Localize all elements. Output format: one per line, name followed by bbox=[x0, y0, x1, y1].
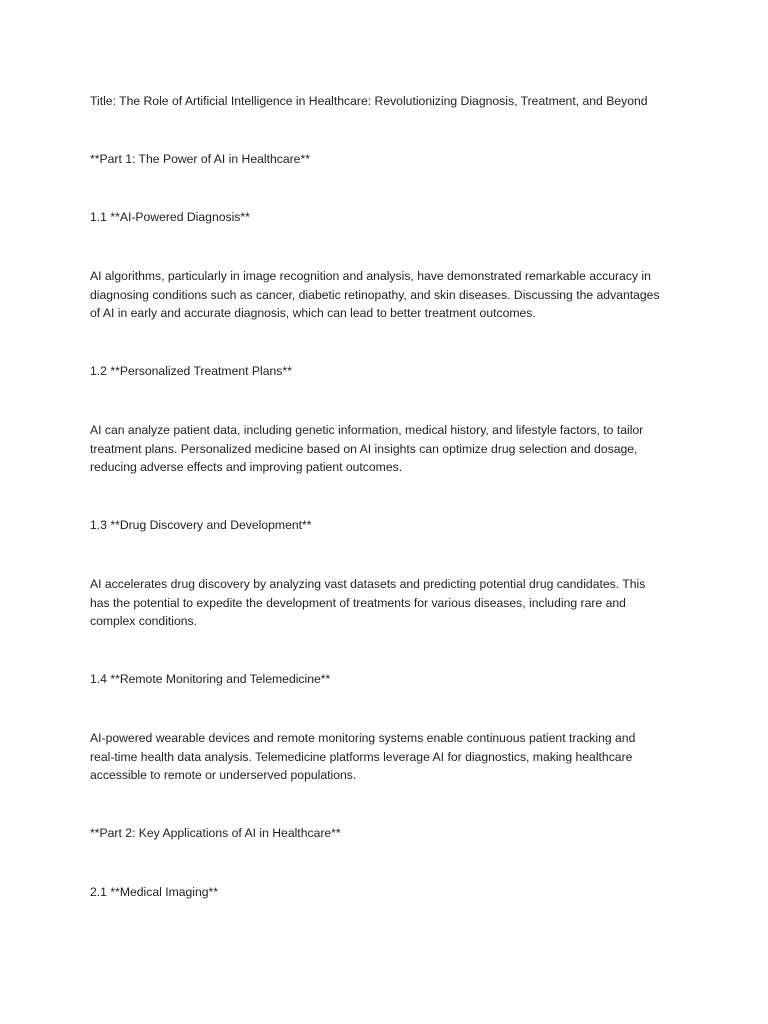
section-1-1-heading: 1.1 **AI-Powered Diagnosis** bbox=[90, 210, 250, 224]
paragraph-line: complex conditions. bbox=[90, 614, 198, 629]
section-1-3-paragraph bbox=[90, 575, 690, 631]
section-1-4-paragraph bbox=[90, 729, 690, 785]
section-1-2-heading: 1.2 **Personalized Treatment Plans** bbox=[90, 364, 292, 378]
paragraph-line: has the potential to expedite the development of treatments for various diseases, including rare and bbox=[90, 595, 626, 610]
paragraph-line: AI accelerates drug discovery by analyzing vast datasets and predicting potential drug candidates. This bbox=[90, 577, 646, 591]
document-title: Title: The Role of Artificial Intelligence in Healthcare: Revolutionizing Diagnosis, Treatment, and Beyond bbox=[90, 94, 648, 108]
section-1-1-paragraph bbox=[90, 267, 690, 323]
paragraph-line: diagnosing conditions such as cancer, diabetic retinopathy, and skin diseases. Discussing the advantages bbox=[90, 287, 660, 302]
paragraph-line: treatment plans. Personalized medicine based on AI insights can optimize drug selection and dosage, bbox=[90, 441, 638, 456]
section-2-1-heading: 2.1 **Medical Imaging** bbox=[90, 885, 219, 899]
paragraph-line: AI-powered wearable devices and remote monitoring systems enable continuous patient tracking and bbox=[90, 731, 636, 745]
paragraph-line: accessible to remote or underserved populations. bbox=[90, 768, 357, 783]
section-1-2-paragraph bbox=[90, 421, 690, 477]
paragraph-line: real-time health data analysis. Telemedicine platforms leverage AI for diagnostics, making healthcare bbox=[90, 749, 633, 764]
paragraph-line: of AI in early and accurate diagnosis, which can lead to better treatment outcomes. bbox=[90, 306, 536, 321]
paragraph-line: reducing adverse effects and improving patient outcomes. bbox=[90, 460, 403, 475]
section-1-4-heading: 1.4 **Remote Monitoring and Telemedicine** bbox=[90, 672, 331, 686]
section-1-3-heading: 1.3 **Drug Discovery and Development** bbox=[90, 518, 312, 532]
part-2-heading: **Part 2: Key Applications of AI in Healthcare** bbox=[90, 826, 341, 840]
paragraph-line: AI can analyze patient data, including genetic information, medical history, and lifestyle factors, to tailor bbox=[90, 423, 644, 437]
part-1-heading: **Part 1: The Power of AI in Healthcare** bbox=[90, 152, 310, 166]
paragraph-line: AI algorithms, particularly in image recognition and analysis, have demonstrated remarkable accuracy in bbox=[90, 269, 651, 283]
